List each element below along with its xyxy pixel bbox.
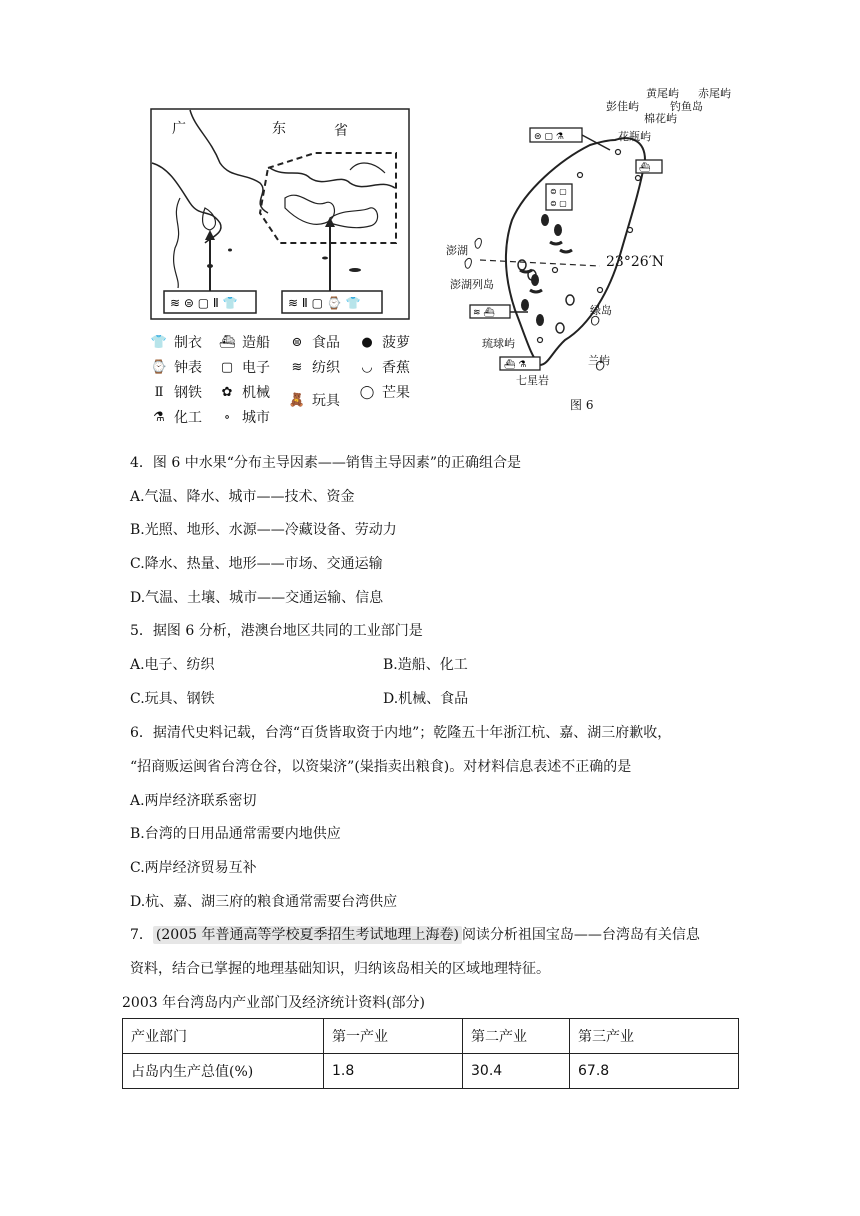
svg-text:⊜ ▢: ⊜ ▢ [550,199,567,208]
q5-option-d: D.机械、食品 [383,691,469,707]
table-header: 产业部门 [123,1019,324,1054]
table-header: 第三产业 [570,1019,739,1054]
svg-text:⊜ ▢ ⚗: ⊜ ▢ ⚗ [534,132,564,142]
island-lyudao: 绿岛 [590,304,612,317]
map-label-guang: 广 [172,121,186,137]
textile-icon: ≋ [291,359,303,375]
mango-icon: ◯ [359,384,375,400]
legend-chemical: ⚗ 化工 [150,407,202,427]
legend-toy: 🧸 玩具 [288,392,340,409]
economic-stats-table [122,1018,739,1089]
table-header-row [123,1019,739,1054]
q7-stem-rest: 阅读分析祖国宝岛——台湾岛有关信息 [461,927,700,943]
chemical-icon: ⚗ [153,409,165,425]
taiwan-map [440,80,760,415]
island-huaping: 花瓶屿 [618,130,651,143]
island-penghu-archipelago: 澎湖列岛 [450,278,494,291]
table-cell: 1.8 [324,1054,463,1089]
q7-number: 7． [130,927,153,943]
svg-text:⊜ ▢: ⊜ ▢ [550,187,567,196]
legend-machinery: ✿ 机械 [218,382,270,402]
q5-option-a: A.电子、纺织 [130,657,215,673]
island-huangwei: 黄尾屿 [646,87,679,100]
svg-text:≋ Ⅱ ▢ ⌚ 👕: ≋ Ⅱ ▢ ⌚ 👕 [288,296,361,310]
table-row-label: 占岛内生产总值(%) [123,1054,324,1089]
legend-banana: ◡ 香蕉 [358,357,410,377]
map-label-sheng: 省 [334,123,348,139]
q4-option-b: B.光照、地形、水源——冷藏设备、劳动力 [130,522,397,538]
island-mianhua: 棉花屿 [644,112,677,125]
table-header: 第二产业 [463,1019,570,1054]
legend-steel: Ⅱ 钢铁 [150,382,202,402]
q5-stem: 5．据图 6 分析，港澳台地区共同的工业部门是 [130,623,423,639]
legend-food: ⊜ 食品 [288,332,340,352]
machinery-icon: ✿ [221,384,233,400]
legend-watch: ⌚ 钟表 [150,359,202,376]
q5-option-b: B.造船、化工 [383,657,468,673]
table-header: 第一产业 [324,1019,463,1054]
q4-option-d: D.气温、土壤、城市——交通运输、信息 [130,590,384,606]
city-icon: ∘ [223,409,231,425]
island-chiwei: 赤尾屿 [698,87,731,100]
q4-option-c: C.降水、热量、地形——市场、交通运输 [130,556,383,572]
q7-stem-line1 [130,924,700,944]
map-label-dong: 东 [272,121,286,137]
figure-caption: 图 6 [570,398,594,412]
legend-city: ∘ 城市 [218,407,270,427]
food-icon: ⊜ [291,334,303,350]
ship-icon: ⛴ [218,334,236,350]
q6-option-b: B.台湾的日用品通常需要内地供应 [130,826,341,842]
shirt-icon: 👕 [150,334,168,350]
island-pengjia: 彭佳屿 [606,100,639,113]
svg-text:≋ ⊜ ▢ Ⅱ 👕: ≋ ⊜ ▢ Ⅱ 👕 [170,296,238,310]
q7-stem-line2: 资料，结合已掌握的地理基础知识，归纳该岛相关的区域地理特征。 [130,961,550,977]
legend-textile: ≋ 纺织 [288,357,340,377]
electronics-icon: ▢ [220,359,234,375]
table-row [123,1054,739,1089]
q7-source: (2005 年普通高等学校夏季招生考试地理上海卷) [153,926,462,944]
island-qixingyan: 七星岩 [516,374,549,387]
q4-option-a: A.气温、降水、城市——技术、资金 [130,489,355,505]
q6-stem-line1: 6．据清代史料记载，台湾“百货皆取资于内地”；乾隆五十年浙江杭、嘉、湖三府歉收， [130,725,672,741]
q5-option-c: C.玩具、钢铁 [130,691,215,707]
island-liuqiu: 琉球屿 [482,337,515,350]
svg-text:≋ ⛴: ≋ ⛴ [473,308,495,318]
legend-pineapple: ● 菠萝 [358,332,410,352]
island-lanyu: 兰屿 [588,354,610,367]
q6-option-c: C.两岸经济贸易互补 [130,860,257,876]
table-cell: 67.8 [570,1054,739,1089]
latitude-label: 23°26′N [606,254,665,270]
svg-text:⛴ ⚗: ⛴ ⚗ [504,360,527,370]
toy-icon: 🧸 [288,392,306,408]
legend-shirt: 👕 制衣 [150,334,202,351]
left-map [150,108,410,320]
q6-stem-line2: “招商贩运闽省台湾仓谷，以资粜济”(粜指卖出粮食)。对材料信息表述不正确的是 [130,759,632,775]
banana-icon: ◡ [361,359,373,375]
legend-electronics: ▢ 电子 [218,357,270,377]
table-cell: 30.4 [463,1054,570,1089]
left-map-drawing [150,108,410,320]
island-penghu: 澎湖 [446,244,468,257]
q4-stem: 4．图 6 中水果“分布主导因素——销售主导因素”的正确组合是 [130,455,522,471]
watch-icon: ⌚ [150,359,168,375]
q6-option-d: D.杭、嘉、湖三府的粮食通常需要台湾供应 [130,894,398,910]
steel-icon: Ⅱ [154,384,164,400]
q7-table-title: 2003 年台湾岛内产业部门及经济统计资料(部分) [122,995,426,1011]
island-diaoyu: 钓鱼岛 [670,100,703,113]
pineapple-icon: ● [361,334,373,350]
legend-mango: ◯ 芒果 [359,384,410,401]
legend-ship: ⛴ 造船 [218,334,270,351]
svg-text:⛴: ⛴ [639,163,651,173]
q6-option-a: A.两岸经济联系密切 [130,793,257,809]
